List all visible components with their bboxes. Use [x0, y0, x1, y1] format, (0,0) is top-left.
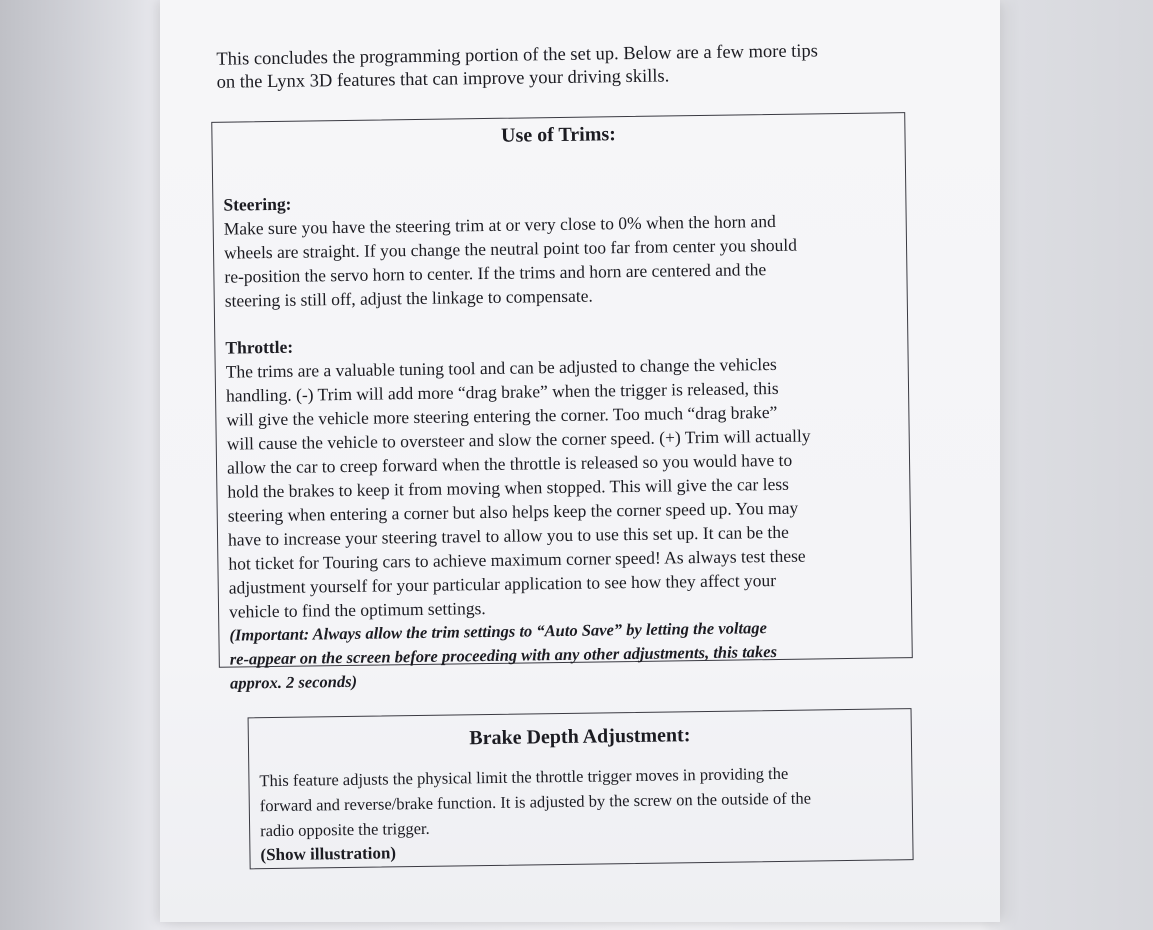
throttle-line: hold the brakes to keep it from moving when stopped. This will give the car less — [227, 473, 790, 502]
trims-title: Use of Trims: — [500, 123, 617, 147]
brake-box — [248, 708, 914, 869]
throttle-line: adjustment yourself for your particular application to see how they affect your — [228, 569, 777, 598]
intro-line: on the Lynx 3D features that can improve your driving skills. — [216, 66, 670, 93]
brake-title: Brake Depth Adjustment: — [469, 724, 691, 750]
intro-line: This concludes the programming portion of the set up. Below are a few more tips — [216, 41, 819, 70]
steering-line: Make sure you have the steering trim at or very close to 0% when the horn and — [223, 210, 776, 239]
steering-line: wheels are straight. If you change the neutral point too far from center you should — [223, 234, 798, 263]
steering-body — [224, 207, 897, 312]
steering-heading: Steering: — [223, 193, 292, 215]
brake-line: forward and reverse/brake function. It is adjusted by the screw on the outside of the — [259, 788, 812, 816]
throttle-line: allow the car to creep forward when the throttle is released so you would have to — [226, 449, 793, 478]
throttle-heading: Throttle: — [225, 336, 294, 358]
throttle-line: steering when entering a corner but also helps keep the corner speed up. You may — [227, 497, 799, 526]
steering-line: steering is still off, adjust the linkage to compensate. — [224, 285, 593, 311]
throttle-line: handling. (-) Trim will add more “drag brake” when the trigger is released, this — [225, 377, 779, 406]
steering-line: re-position the servo horn to center. If the trims and horn are centered and the — [224, 259, 767, 287]
important-line: re-appear on the screen before proceeding with any other adjustments, this takes — [229, 641, 778, 669]
intro-paragraph — [216, 39, 897, 94]
important-line: approx. 2 seconds) — [229, 671, 358, 693]
throttle-body — [226, 350, 902, 623]
throttle-line: will give the vehicle more steering entering the corner. Too much “drag brake” — [226, 401, 778, 430]
important-note — [229, 614, 902, 695]
show-illustration-link[interactable]: (Show illustration) — [260, 843, 397, 865]
trims-box — [211, 112, 913, 693]
throttle-line: The trims are a valuable tuning tool and can be adjusted to change the vehicles — [225, 353, 777, 382]
throttle-line: vehicle to find the optimum settings. — [228, 598, 486, 622]
brake-line: This feature adjusts the physical limit the throttle trigger moves in providing the — [259, 763, 789, 791]
throttle-line: will cause the vehicle to oversteer and slow the corner speed. (+) Trim will actually — [226, 425, 811, 454]
throttle-line: have to increase your steering travel to allow you to use this set up. It can be the — [227, 521, 789, 550]
brake-line: radio opposite the trigger. — [260, 818, 430, 841]
important-line: (Important: Always allow the trim settings to “Auto Save” by letting the voltage — [229, 618, 767, 645]
throttle-line: hot ticket for Touring cars to achieve maximum corner speed! As always test these — [228, 545, 806, 574]
brake-body — [259, 759, 902, 843]
